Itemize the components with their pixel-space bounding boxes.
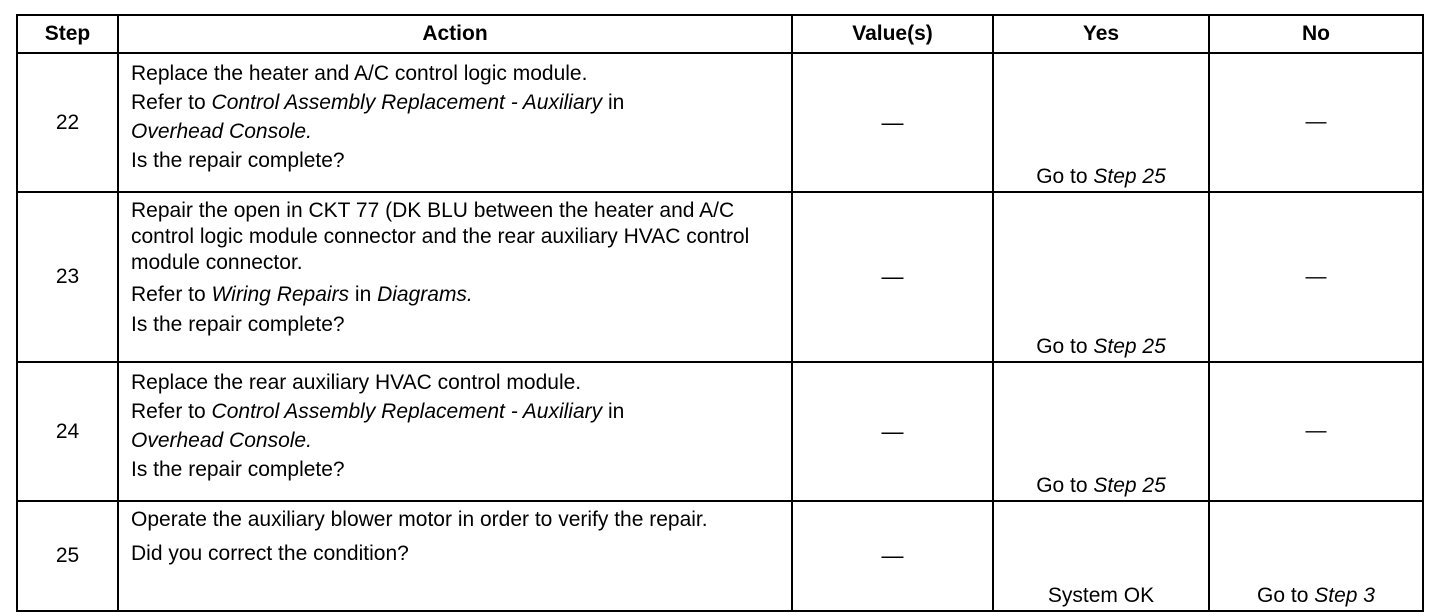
no-step-ref: Step 3 — [1314, 584, 1375, 607]
header-row — [17, 15, 1423, 53]
values-cell: — — [792, 53, 993, 192]
step-number: 22 — [17, 53, 118, 192]
yes-step-ref: Step 25 — [1093, 165, 1166, 188]
reference-section: Overhead Console. — [131, 120, 312, 143]
header-no: No — [1209, 15, 1423, 53]
yes-cell: System OK — [993, 501, 1209, 611]
no-cell: — — [1209, 362, 1423, 501]
reference-title: Control Assembly Replacement - Auxiliary — [211, 91, 603, 114]
no-cell: — — [1209, 192, 1423, 362]
step-number: 24 — [17, 362, 118, 501]
action-cell — [118, 362, 792, 501]
step-number: 25 — [17, 501, 118, 611]
header-step: Step — [17, 15, 118, 53]
header-values: Value(s) — [792, 15, 993, 53]
action-text: Operate the auxiliary blower motor in order to verify the repair. — [131, 508, 708, 531]
yes-cell: Go to Step 25 — [993, 362, 1209, 501]
diagnostic-table — [16, 14, 1424, 612]
action-text: Replace the rear auxiliary HVAC control module. — [131, 371, 582, 394]
table-row — [17, 362, 1423, 501]
header-yes: Yes — [993, 15, 1209, 53]
values-cell: — — [792, 362, 993, 501]
values-cell: — — [792, 501, 993, 611]
table-row — [17, 53, 1423, 192]
yes-cell: Go to Step 25 — [993, 53, 1209, 192]
action-question: Is the repair complete? — [131, 458, 345, 481]
action-text: Replace the heater and A/C control logic module. — [131, 62, 588, 85]
table-row — [17, 501, 1423, 611]
values-cell: — — [792, 192, 993, 362]
no-cell: Go to Step 3 — [1209, 501, 1423, 611]
action-question: Is the repair complete? — [131, 313, 345, 336]
action-text: Repair the open in CKT 77 (DK BLU between the heater and A/C control logic module connector and the rear auxiliary HVAC control module connector. — [131, 199, 750, 274]
reference-section: Overhead Console. — [131, 429, 312, 452]
action-reference: Refer to Control Assembly Replacement - Auxiliary in Overhead Console. — [131, 91, 625, 143]
step-number: 23 — [17, 192, 118, 362]
action-reference: Refer to Control Assembly Replacement - Auxiliary in Overhead Console. — [131, 400, 625, 452]
action-cell — [118, 501, 792, 611]
action-question: Is the repair complete? — [131, 149, 345, 172]
action-cell — [118, 192, 792, 362]
reference-section: Diagrams. — [377, 283, 473, 306]
yes-cell: Go to Step 25 — [993, 192, 1209, 362]
yes-step-ref: Step 25 — [1093, 474, 1166, 497]
reference-title: Control Assembly Replacement - Auxiliary — [211, 400, 603, 423]
action-cell — [118, 53, 792, 192]
reference-title: Wiring Repairs — [211, 283, 350, 306]
yes-step-ref: Step 25 — [1093, 335, 1166, 358]
header-action: Action — [118, 15, 792, 53]
action-reference: Refer to Wiring Repairs in Diagrams. — [131, 283, 473, 306]
no-cell: — — [1209, 53, 1423, 192]
table-row — [17, 192, 1423, 362]
action-question: Did you correct the condition? — [131, 542, 409, 565]
